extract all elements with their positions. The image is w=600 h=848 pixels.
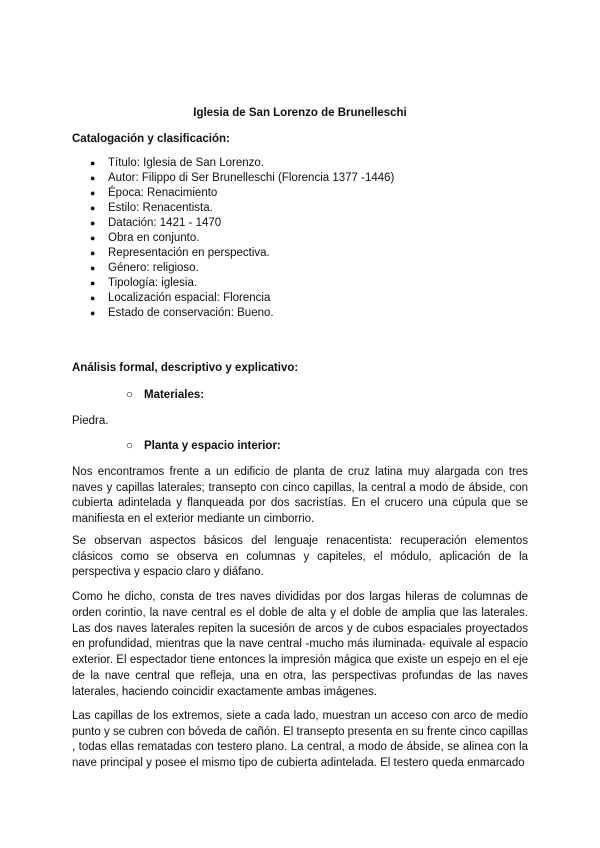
list-item: ● Localización espacial: Florencia xyxy=(90,291,394,306)
document-title: Iglesia de San Lorenzo de Brunelleschi xyxy=(193,107,407,119)
paragraph: Nos encontramos frente a un edificio de planta de cruz latina muy alargada con tres naves y capillas laterales; transepto con cinco capillas, la central a modo de ábside, con cubierta adintelada y flanqueada por dos sacristías. En el crucero una cúpula que se manifiesta en el exterior mediante un cimborrio. xyxy=(72,466,528,525)
analysis-heading: Análisis formal, descriptivo y explicativo: xyxy=(72,362,299,374)
list-item: ● Representación en perspectiva. xyxy=(90,246,394,261)
plan-label: Planta y espacio interior: xyxy=(144,440,281,452)
list-item: ● Autor: Filippo di Ser Brunelleschi (Florencia 1377 -1446) xyxy=(90,171,394,186)
list-item: ● Género: religioso. xyxy=(90,261,394,276)
list-item: ● Tipología: iglesia. xyxy=(90,276,394,291)
list-item: ● Datación: 1421 - 1470 xyxy=(90,216,394,231)
materials-subheading xyxy=(126,388,204,403)
circle-bullet-icon: ○ xyxy=(126,389,133,401)
paragraph: Como he dicho, consta de tres naves divididas por dos largas hileras de columnas de orden corintio, la nave central es el doble de alta y el doble de amplia que las laterales. Las dos naves laterales repiten la sucesión de arcos y de cubos espaciales proyectados en profundidad, mientras que la nave central -mucho más iluminada- equivale al espacio exterior. El espectador tiene entonces la impresión mágica que existe un espejo en el eje de la nave central que refleja, una en otra, las perspectivas profundas de las naves laterales, haciendo coincidir exactamente ambas imágenes. xyxy=(72,591,528,698)
materials-label: Materiales: xyxy=(144,389,205,401)
list-item: ● Estado de conservación: Bueno. xyxy=(90,306,394,321)
list-item: ● Estilo: Renacentista. xyxy=(90,201,394,216)
list-item: ● Época: Renacimiento xyxy=(90,186,394,201)
paragraph: Las capillas de los extremos, siete a cada lado, muestran un acceso con arco de medio punto y se cubren con bóveda de cañón. El transepto presenta en su frente cinco capillas , todas ellas rematadas con testero plano. La central, a modo de ábside, se alinea con la nave principal y posee el mismo tipo de cubierta adintelada. El testero queda enmarcado xyxy=(72,710,528,769)
circle-bullet-icon: ○ xyxy=(126,440,133,452)
plan-subheading xyxy=(126,439,281,454)
paragraph: Se observan aspectos básicos del lenguaje renacentista: recuperación elementos clásicos como se observa en columnas y capiteles, el módulo, aplicación de la perspectiva y espacio claro y diáfano. xyxy=(72,535,528,578)
catalog-heading: Catalogación y clasificación: xyxy=(72,133,230,145)
list-item: ● Obra en conjunto. xyxy=(90,231,394,246)
list-item: ● Título: Iglesia de San Lorenzo. xyxy=(90,156,394,171)
catalog-list xyxy=(90,156,394,321)
materials-text: Piedra. xyxy=(72,415,109,427)
